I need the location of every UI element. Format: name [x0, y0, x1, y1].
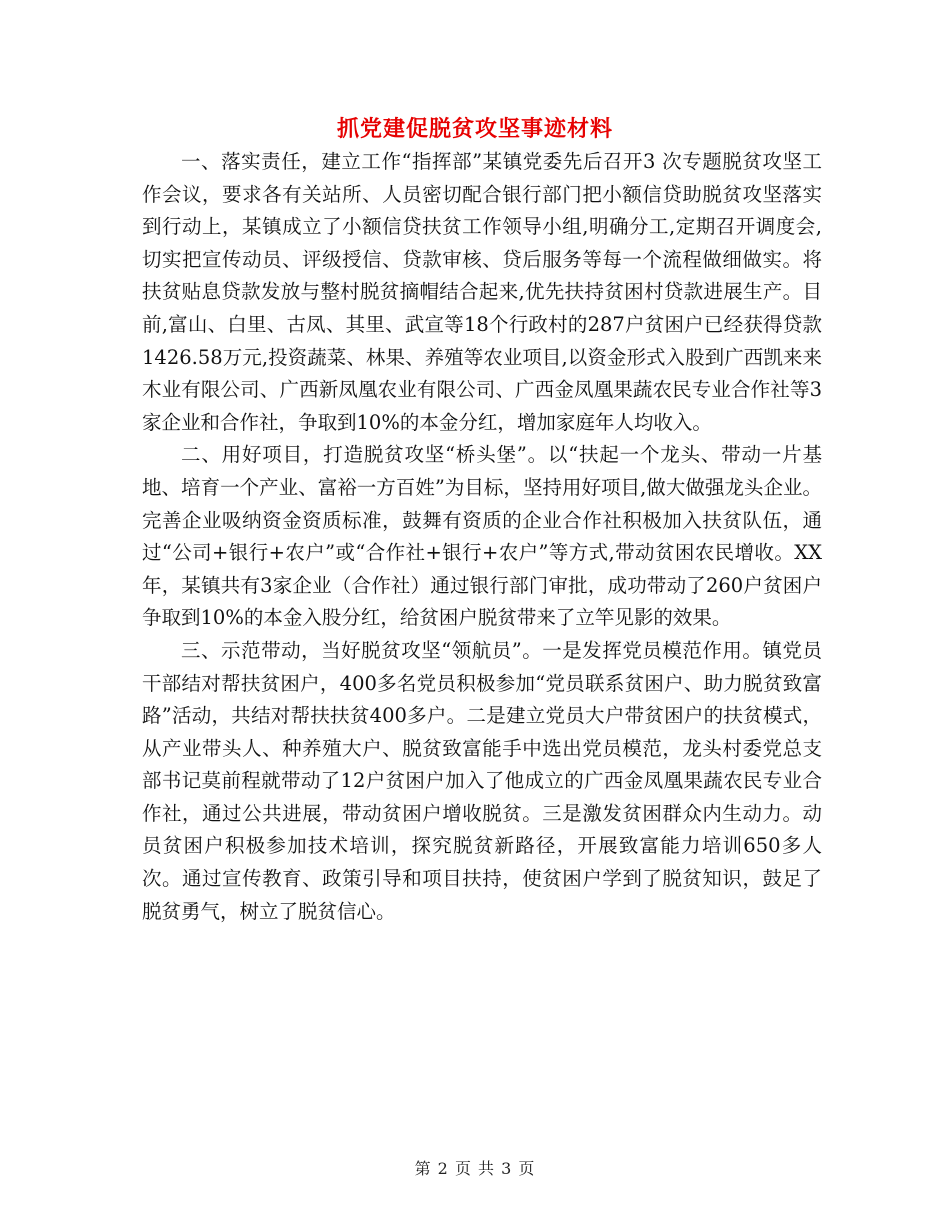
document-title: 抓党建促脱贫攻坚事迹材料: [336, 117, 613, 142]
paragraph-3: 三、示范带动，当好脱贫攻坚“领航员”。一是发挥党员模范作用。镇党员干部结对帮扶贫困户，400多名党员积极参加“党员联系贫困户、助力脱贫致富路”活动，共结对帮扶扶贫400多户。二是建立党员大户带贫困户的扶贫模式，从产业带头人、种养殖大户、脱贫致富能手中选出党员模范，龙头村委党总支部书记莫前程就带动了12户贫困户加入了他成立的广西金凤凰果蔬农民专业合作社，通过公共进展，带动贫困户增收脱贫。三是激发贫困群众内生动力。动员贫困户积极参加技术培训，探究脱贫新路径，开展致富能力培训650多人次。通过宣传教育、政策引导和项目扶持，使贫困户学到了脱贫知识，鼓足了脱贫勇气，树立了脱贫信心。: [142, 638, 822, 923]
page-number-footer: 第 2 页 共 3 页: [414, 1159, 536, 1178]
document-body: [142, 146, 822, 928]
paragraph-2: 二、用好项目，打造脱贫攻坚“桥头堡”。以“扶起一个龙头、带动一片基地、培育一个产业、富裕一方百姓”为目标，坚持用好项目,做大做强龙头企业。完善企业吸纳资金资质标准，鼓舞有资质的企业合作社积极加入扶贫队伍，通过“公司+银行+农户”或“合作社+银行+农户”等方式,带动贫困农民增收。XX年，某镇共有3家企业（合作社）通过银行部门审批，成功带动了260户贫困户争取到10%的本金入股分红，给贫困户脱贫带来了立竿见影的效果。: [142, 443, 822, 630]
paragraph-1: 一、落实责任，建立工作“指挥部”某镇党委先后召开3 次专题脱贫攻坚工作会议，要求各有关站所、人员密切配合银行部门把小额信贷助脱贫攻坚落实到行动上，某镇成立了小额信贷扶贫工作领导小组,明确分工,定期召开调度会,切实把宣传动员、评级授信、贷款审核、贷后服务等每一个流程做细做实。将扶贫贴息贷款发放与整村脱贫摘帽结合起来,优先扶持贫困村贷款进展生产。目前,富山、白里、古凤、其里、武宣等18个行政村的287户贫困户已经获得贷款1426.58万元,投资蔬菜、林果、养殖等农业项目,以资金形式入股到广西凯来来木业有限公司、广西新凤凰农业有限公司、广西金凤凰果蔬农民专业合作社等3家企业和合作社，争取到10%的本金分红，增加家庭年人均收入。: [142, 150, 822, 434]
